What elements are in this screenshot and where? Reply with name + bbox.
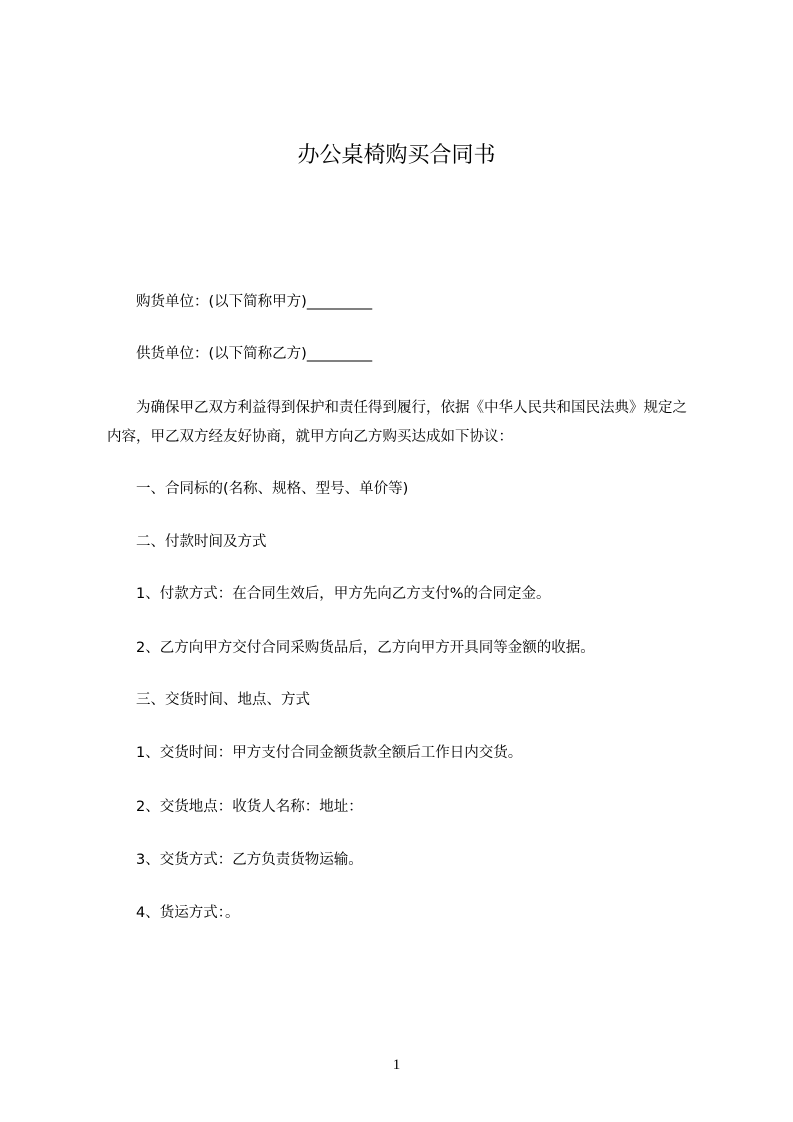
clause-receipt: 2、乙方向甲方交付合同采购货品后，乙方向甲方开具同等金额的收据。 (136, 640, 595, 656)
clause-shipping-method: 4、货运方式：。 (136, 905, 240, 921)
clause-delivery-place: 2、交货地点：收货人名称：地址： (136, 799, 363, 815)
document-title: 办公桌椅购买合同书 (297, 143, 496, 168)
intro-paragraph: 为确保甲乙双方利益得到保护和责任得到履行，依据《中华人民共和国民法典》规定之内容，甲乙双方经友好协商，就甲方向乙方购买达成如下协议： (107, 400, 687, 445)
seller-line: 供货单位：(以下简称乙方)_________ (136, 346, 373, 362)
clause-delivery-time: 1、交货时间：甲方支付合同金额货款全额后工作日内交货。 (136, 745, 523, 761)
clause-payment-method: 1、付款方式：在合同生效后，甲方先向乙方支付%的合同定金。 (136, 586, 551, 602)
section-heading-1: 一、合同标的(名称、规格、型号、单价等) (136, 481, 409, 497)
clause-delivery-method: 3、交货方式：乙方负责货物运输。 (136, 852, 363, 868)
section-heading-2: 二、付款时间及方式 (136, 534, 267, 550)
page-number: 1 (392, 1057, 401, 1073)
buyer-line: 购货单位：(以下简称甲方)_________ (136, 294, 373, 310)
section-heading-3: 三、交货时间、地点、方式 (136, 692, 310, 708)
